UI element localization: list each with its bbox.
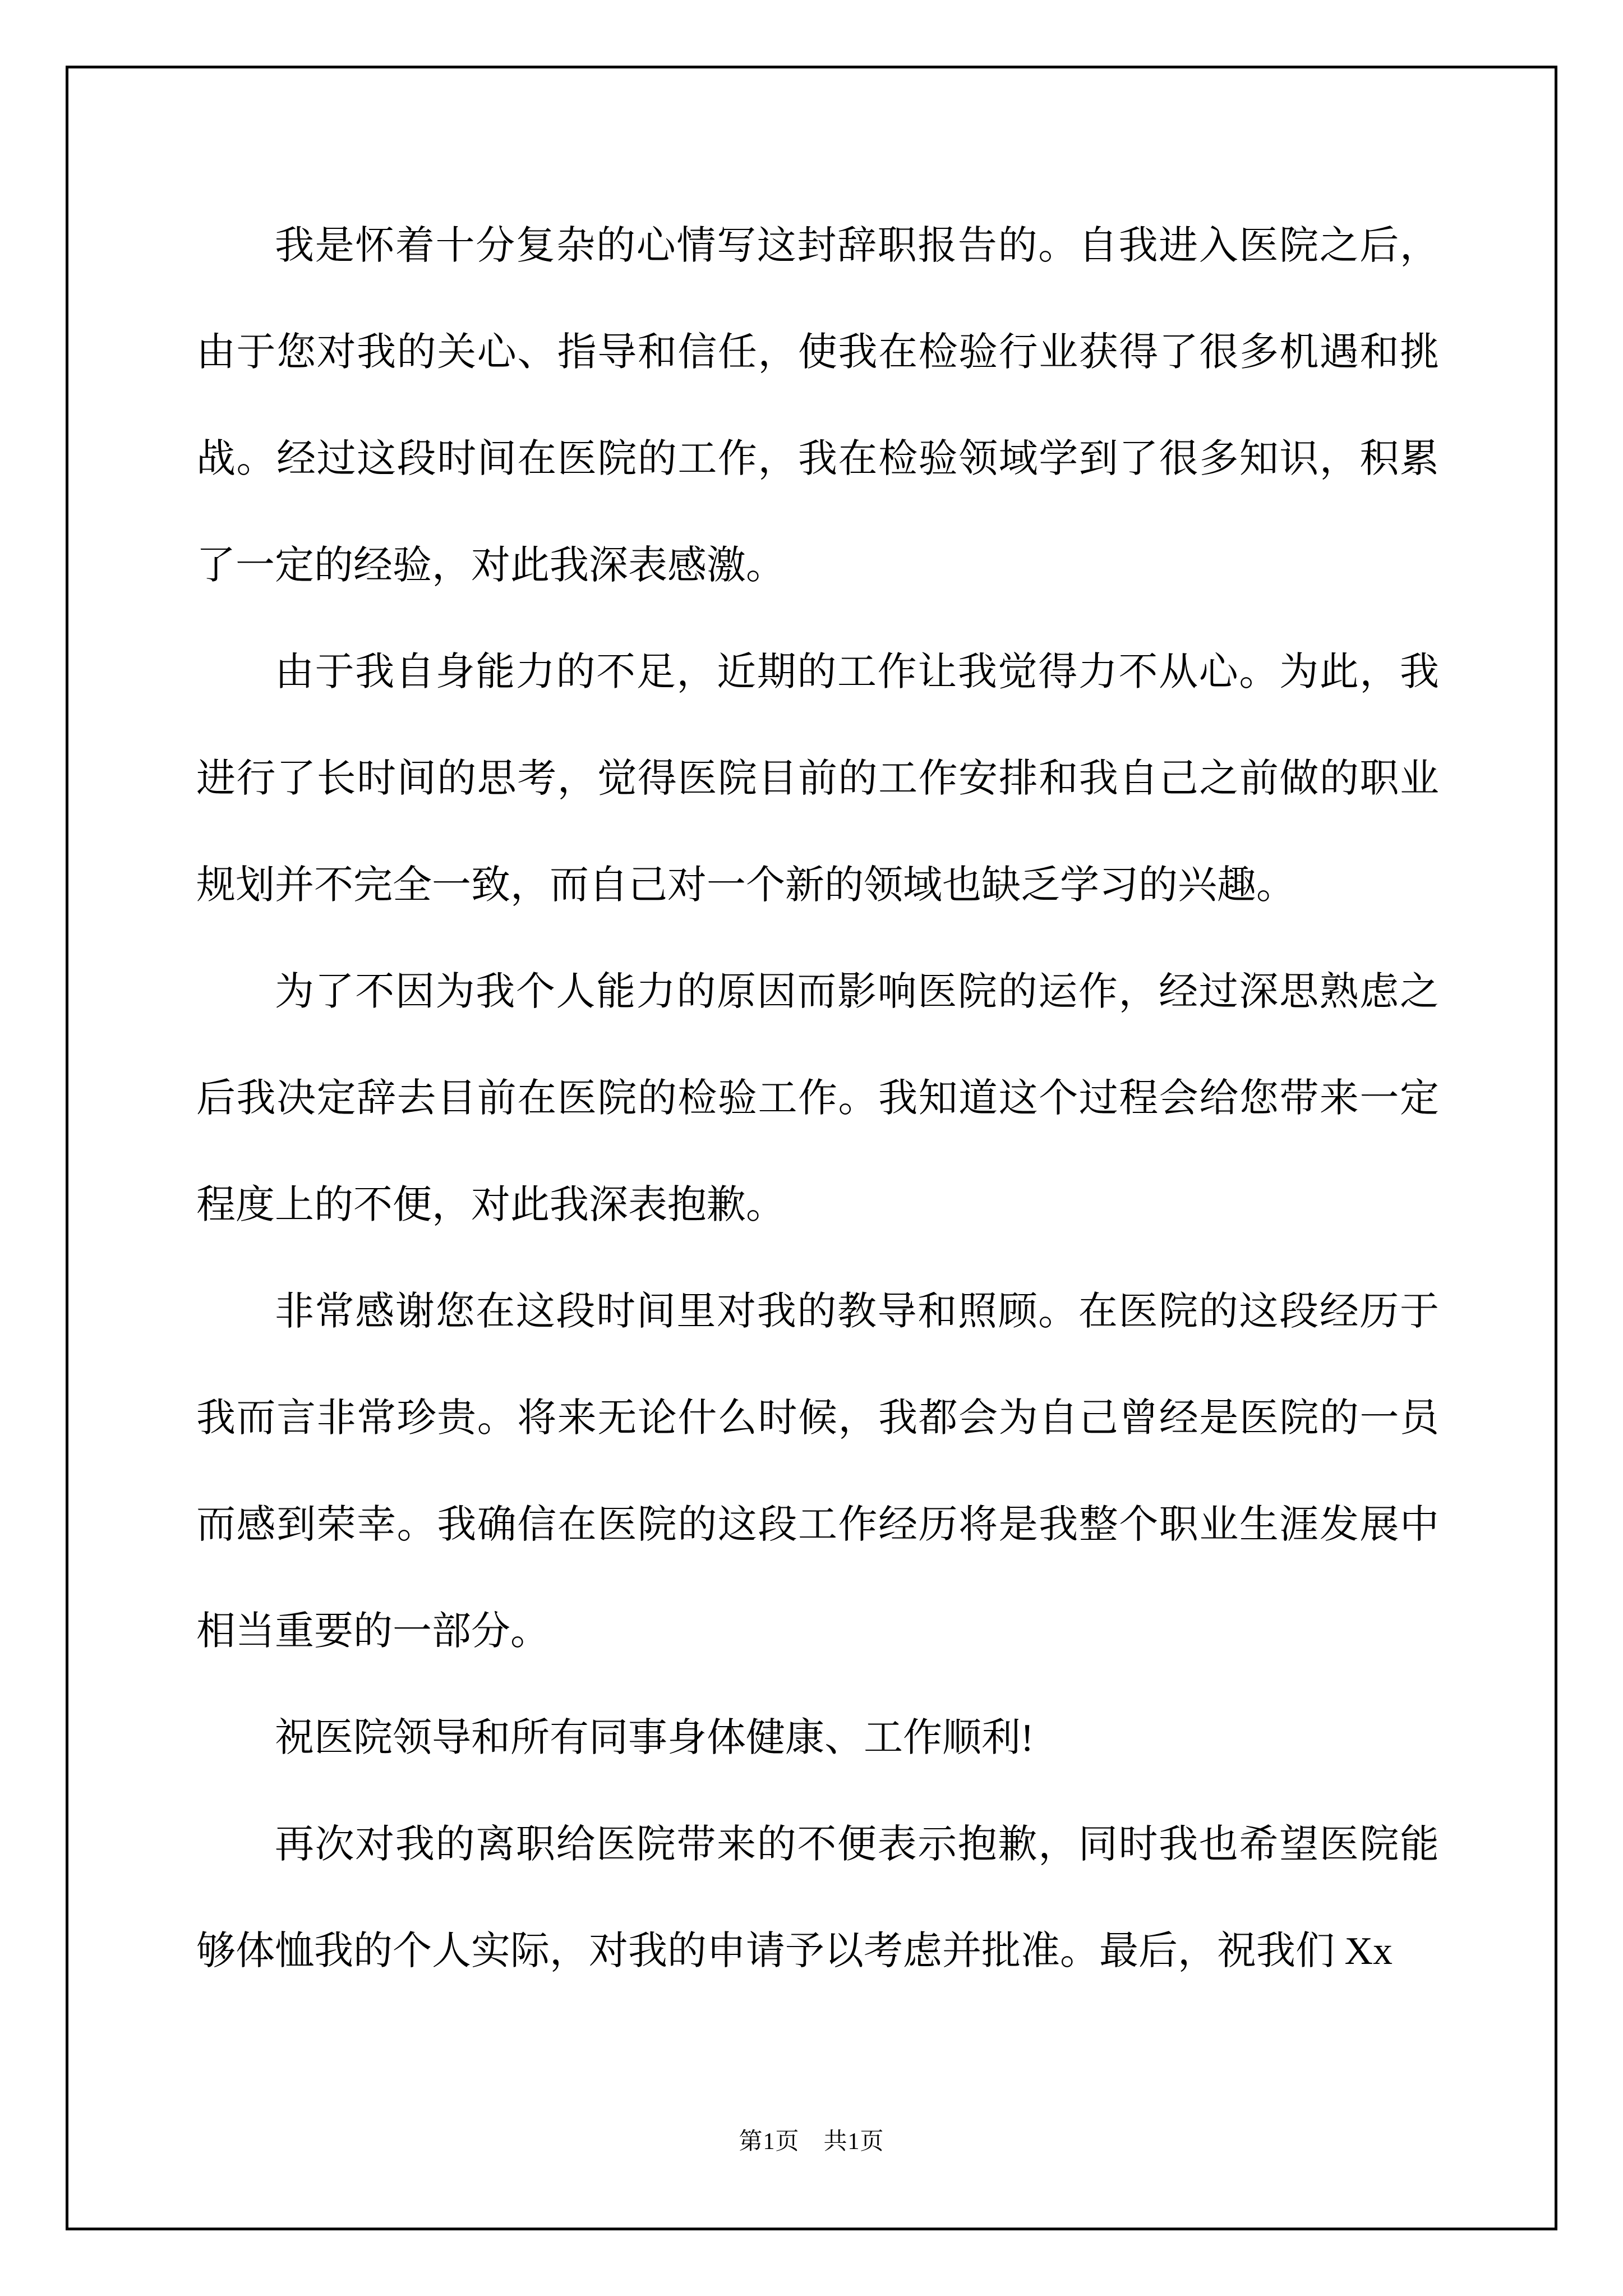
paragraph-2: 由于我自身能力的不足，近期的工作让我觉得力不从心。为此，我进行了长时间的思考，觉得医院目前的工作安排和我自己之前做的职业规划并不完全一致，而自己对一个新的领域也缺乏学习的兴趣。 <box>196 651 1439 907</box>
paragraph-6: 再次对我的离职给医院带来的不便表示抱歉，同时我也希望医院能够体恤我的个人实际，对我的申请予以考虑并批准。最后，祝我们 Xx <box>196 1823 1439 1973</box>
paragraph-1: 我是怀着十分复杂的心情写这封辞职报告的。自我进入医院之后，由于您对我的关心、指导和信任，使我在检验行业获得了很多机遇和挑战。经过这段时间在医院的工作，我在检验领域学到了很多知识，积累了一定的经验，对此我深表感激。 <box>196 224 1439 587</box>
paragraph-4: 非常感谢您在这段时间里对我的教导和照顾。在医院的这段经历于我而言非常珍贵。将来无论什么时候，我都会为自己曾经是医院的一员而感到荣幸。我确信在医院的这段工作经历将是我整个职业生涯发展中相当重要的一部分。 <box>196 1290 1439 1653</box>
document-body <box>196 193 1439 2005</box>
paragraph-3: 为了不因为我个人能力的原因而影响医院的运作，经过深思熟虑之后我决定辞去目前在医院的检验工作。我知道这个过程会给您带来一定程度上的不便，对此我深表抱歉。 <box>196 970 1439 1227</box>
paragraph-5: 祝医院领导和所有同事身体健康、工作顺利! <box>275 1717 1034 1760</box>
page-number-footer: 第1页 共1页 <box>739 2129 884 2155</box>
